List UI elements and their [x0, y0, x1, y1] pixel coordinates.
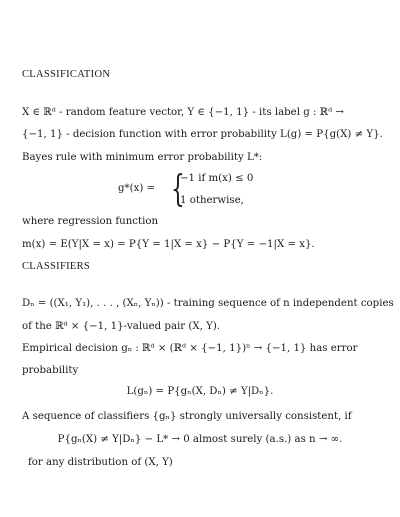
error-formula: L(gₙ) = P{gₙ(X, Dₙ) ≠ Y|Dₙ}. [126, 386, 274, 397]
bayes-rule-line: Bayes rule with minimum error probability L*: [22, 152, 263, 163]
heading-classifiers: CLASSIFIERS [22, 261, 91, 272]
left-brace-icon: { [171, 169, 185, 210]
definition-line-1: X ∈ ℝᵈ - random feature vector, Y ∈ {−1, 1} - its label g : ℝᵈ → [22, 107, 344, 118]
bayes-rule-formula [118, 170, 278, 212]
bayes-rule-lhs: g*(x) = [118, 183, 156, 194]
training-line-1: Dₙ = ((X₁, Y₁), . . . , (Xₙ, Yₙ)) - training sequence of n independent copies [22, 298, 394, 309]
bayes-case-1: −1 if m(x) ≤ 0 [180, 173, 254, 184]
regression-intro: where regression function [22, 216, 159, 227]
consistency-formula: P{gₙ(X) ≠ Y|Dₙ} − L* → 0 almost surely (a.s.) as n → ∞. [57, 434, 343, 445]
heading-classification: CLASSIFICATION [22, 69, 111, 80]
bayes-case-2: 1 otherwise, [180, 195, 244, 206]
regression-formula: m(x) = E(Y|X = x) = P{Y = 1|X = x} − P{Y = −1|X = x}. [22, 239, 315, 250]
consistency-line: A sequence of classifiers {gₙ} strongly universally consistent, if [22, 411, 352, 422]
training-line-2: of the ℝᵈ × {−1, 1}-valued pair (X, Y). [22, 321, 221, 332]
definition-line-2: {−1, 1} - decision function with error probability L(g) = P{g(X) ≠ Y}. [22, 129, 383, 140]
empirical-line-1: Empirical decision gₙ : ℝᵈ × (ℝᵈ × {−1, 1})ⁿ → {−1, 1} has error [22, 343, 358, 354]
empirical-line-2: probability [22, 365, 79, 376]
distribution-line: for any distribution of (X, Y) [28, 457, 173, 468]
